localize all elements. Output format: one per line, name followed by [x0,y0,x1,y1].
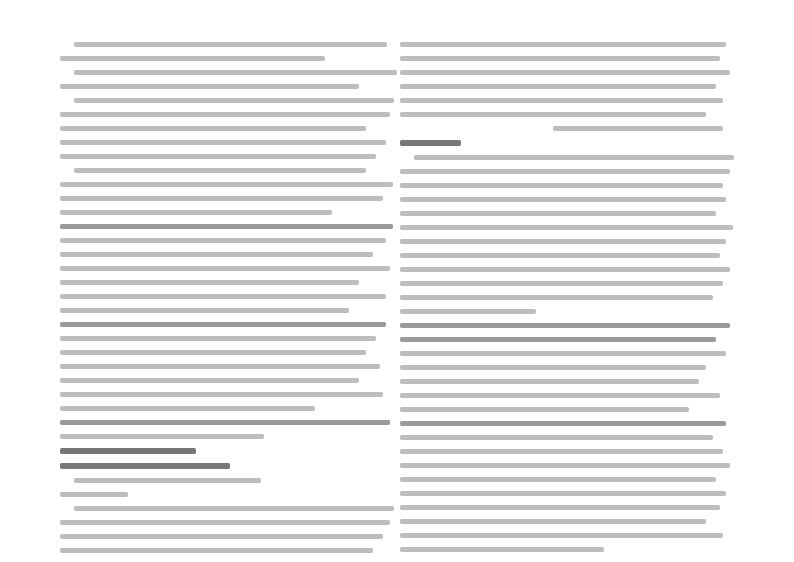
text-line [400,42,726,47]
text-line [60,548,373,553]
text-line [553,126,723,131]
text-line [400,197,726,202]
text-line [74,168,366,173]
text-line [60,154,376,159]
text-line [400,225,733,230]
text-line [400,183,723,188]
section-heading [60,448,196,454]
right-column [400,42,740,561]
text-line [60,420,390,425]
left-column [60,42,400,562]
text-line [400,393,720,398]
text-line [400,449,723,454]
text-line [60,350,366,355]
text-line [400,98,723,103]
text-line [400,253,720,258]
text-line [400,463,730,468]
text-line [60,210,332,215]
text-line [60,126,366,131]
text-line [60,534,383,539]
text-line [60,196,383,201]
text-line [400,365,706,370]
text-line [400,112,706,117]
text-line [400,169,730,174]
text-line [74,478,261,483]
text-line [60,280,359,285]
text-line [60,406,315,411]
text-line [400,379,699,384]
text-line [400,547,604,552]
text-line [400,519,706,524]
text-line [60,520,390,525]
text-line [74,42,387,47]
text-line [60,238,386,243]
text-line [60,252,373,257]
text-line [400,421,726,426]
text-line [60,322,386,327]
text-line [400,309,536,314]
text-line [400,267,730,272]
text-line [400,351,726,356]
text-line [414,155,734,160]
section-heading [60,463,230,469]
text-line [60,308,349,313]
text-line [60,392,383,397]
text-line [60,112,390,117]
text-line [60,378,359,383]
text-line [400,56,720,61]
section-heading [400,140,461,146]
text-line [60,56,325,61]
text-line [400,505,720,510]
text-line [74,98,394,103]
text-line [400,323,730,328]
text-line [60,364,380,369]
text-line [400,84,716,89]
text-line [400,337,716,342]
text-line [400,533,723,538]
text-line [60,294,386,299]
text-line [60,84,359,89]
text-line [60,492,128,497]
text-line [400,70,730,75]
text-line [400,211,716,216]
text-line [60,140,386,145]
text-line [60,434,264,439]
text-line [400,407,689,412]
text-line [400,281,723,286]
text-line [60,224,393,229]
text-line [74,506,394,511]
text-line [400,239,726,244]
text-line [60,336,376,341]
text-line [60,182,393,187]
text-line [400,477,716,482]
text-line [60,266,390,271]
text-line [400,295,713,300]
text-line [400,435,713,440]
text-line [74,70,397,75]
text-line [400,491,726,496]
